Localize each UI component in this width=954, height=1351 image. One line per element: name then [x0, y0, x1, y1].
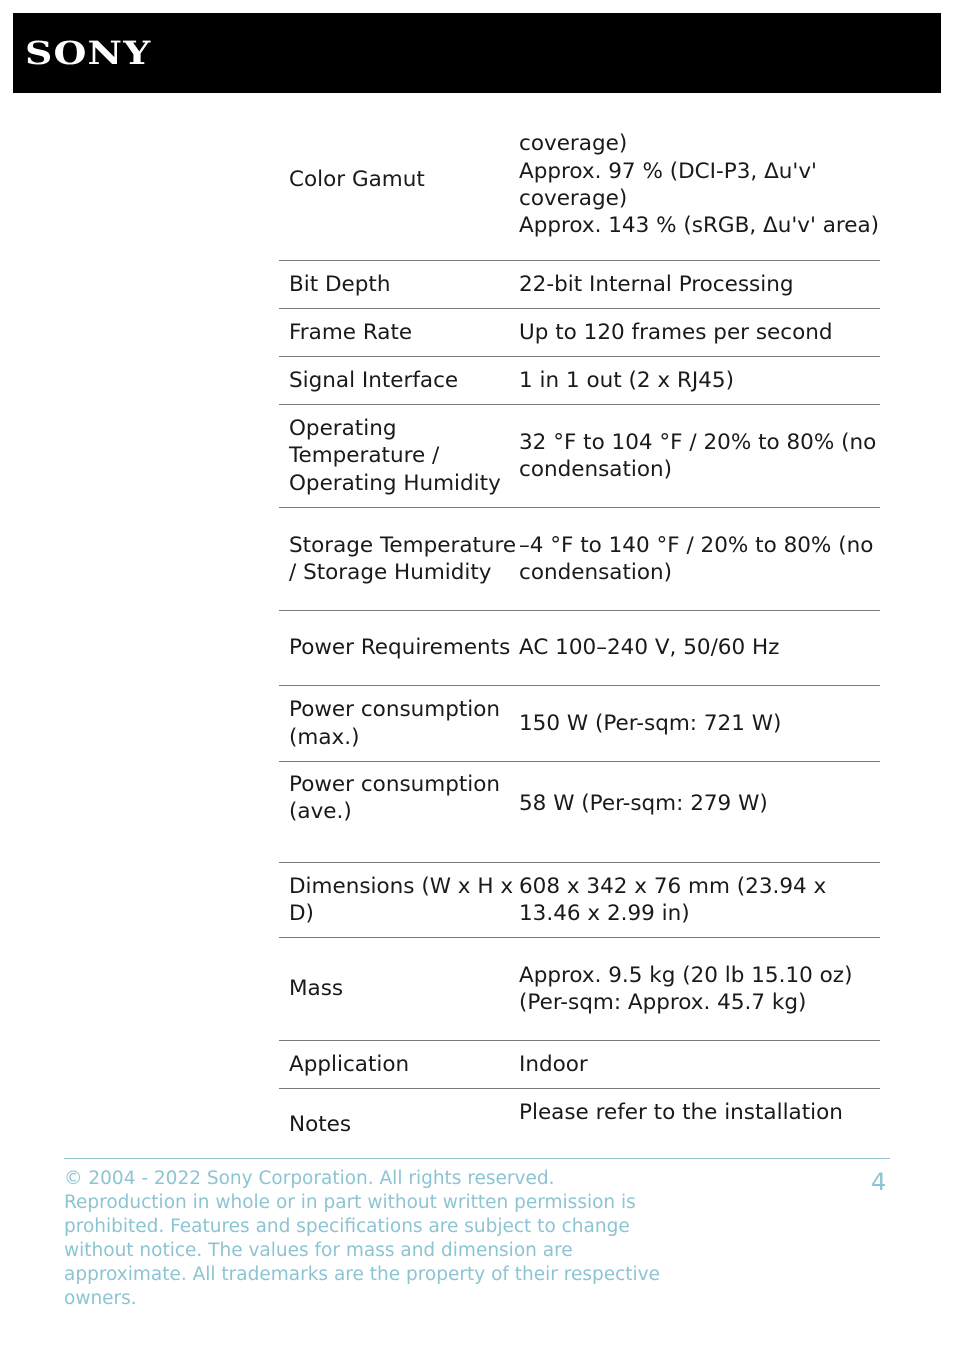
spec-row-power-consumption-max	[279, 686, 880, 762]
spec-row-power-requirements	[279, 611, 880, 686]
spec-value: 58 W (Per-sqm: 279 W)	[519, 791, 768, 816]
spec-row-signal-interface	[279, 357, 880, 405]
spec-row-frame-rate	[279, 309, 880, 357]
spec-value: Indoor	[519, 1051, 588, 1077]
spec-label: Bit Depth	[289, 271, 391, 297]
spec-label: Storage Temperature / Storage Humidity	[289, 532, 517, 585]
spec-row-storage-temperature	[279, 508, 880, 611]
page-number: 4	[871, 1168, 887, 1196]
footer-divider	[64, 1158, 890, 1159]
spec-label: Power Requirements	[289, 635, 511, 661]
spec-value: 22-bit Internal Processing	[519, 271, 794, 297]
spec-label: Operating Temperature / Operating Humidity	[289, 416, 501, 496]
spec-label: Power consumption (ave.)	[289, 772, 501, 825]
spec-row-notes	[279, 1089, 880, 1149]
spec-value: –4 °F to 140 °F / 20% to 80% (no condensation)	[519, 532, 874, 585]
spec-row-color-gamut	[279, 100, 880, 261]
spec-label: Application	[289, 1051, 410, 1077]
spec-value: Please refer to the installation	[519, 1100, 843, 1125]
spec-value: 150 W (Per-sqm: 721 W)	[519, 710, 782, 736]
spec-label: Dimensions (W x H x D)	[289, 873, 514, 926]
sony-logo: SONY	[25, 34, 152, 72]
page-header	[13, 13, 941, 93]
spec-value: AC 100–240 V, 50/60 Hz	[519, 635, 780, 661]
footer-copyright: © 2004 - 2022 Sony Corporation. All rights reserved. Reproduction in whole or in part without written permission is prohibited. Features and specifications are subject to change without notice. The values for mass and dimension are approximate. All trademarks are the property of their respective owners.	[64, 1168, 661, 1309]
spec-label: Signal Interface	[289, 367, 459, 393]
spec-value: 32 °F to 104 °F / 20% to 80% (no condensation)	[519, 429, 877, 482]
spec-row-application	[279, 1041, 880, 1089]
spec-label: Mass	[289, 976, 344, 1002]
spec-value: coverage) Approx. 97 % (DCI-P3, Δu'v' coverage) Approx. 143 % (sRGB, Δu'v' area)	[519, 131, 880, 239]
spec-row-operating-temperature	[279, 405, 880, 508]
spec-table	[279, 100, 880, 1149]
spec-row-bit-depth	[279, 261, 880, 309]
spec-label: Notes	[289, 1112, 352, 1137]
spec-row-mass	[279, 938, 880, 1041]
spec-value: 1 in 1 out (2 x RJ45)	[519, 367, 734, 393]
spec-value: 608 x 342 x 76 mm (23.94 x 13.46 x 2.99 in)	[519, 873, 827, 926]
spec-row-dimensions	[279, 863, 880, 938]
spec-label: Color Gamut	[289, 167, 425, 193]
spec-value: Up to 120 frames per second	[519, 319, 833, 345]
spec-label: Power consumption (max.)	[289, 697, 501, 750]
spec-label: Frame Rate	[289, 319, 413, 345]
spec-value: Approx. 9.5 kg (20 lb 15.10 oz) (Per-sqm: Approx. 45.7 kg)	[519, 962, 853, 1015]
spec-row-power-consumption-ave	[279, 762, 880, 863]
